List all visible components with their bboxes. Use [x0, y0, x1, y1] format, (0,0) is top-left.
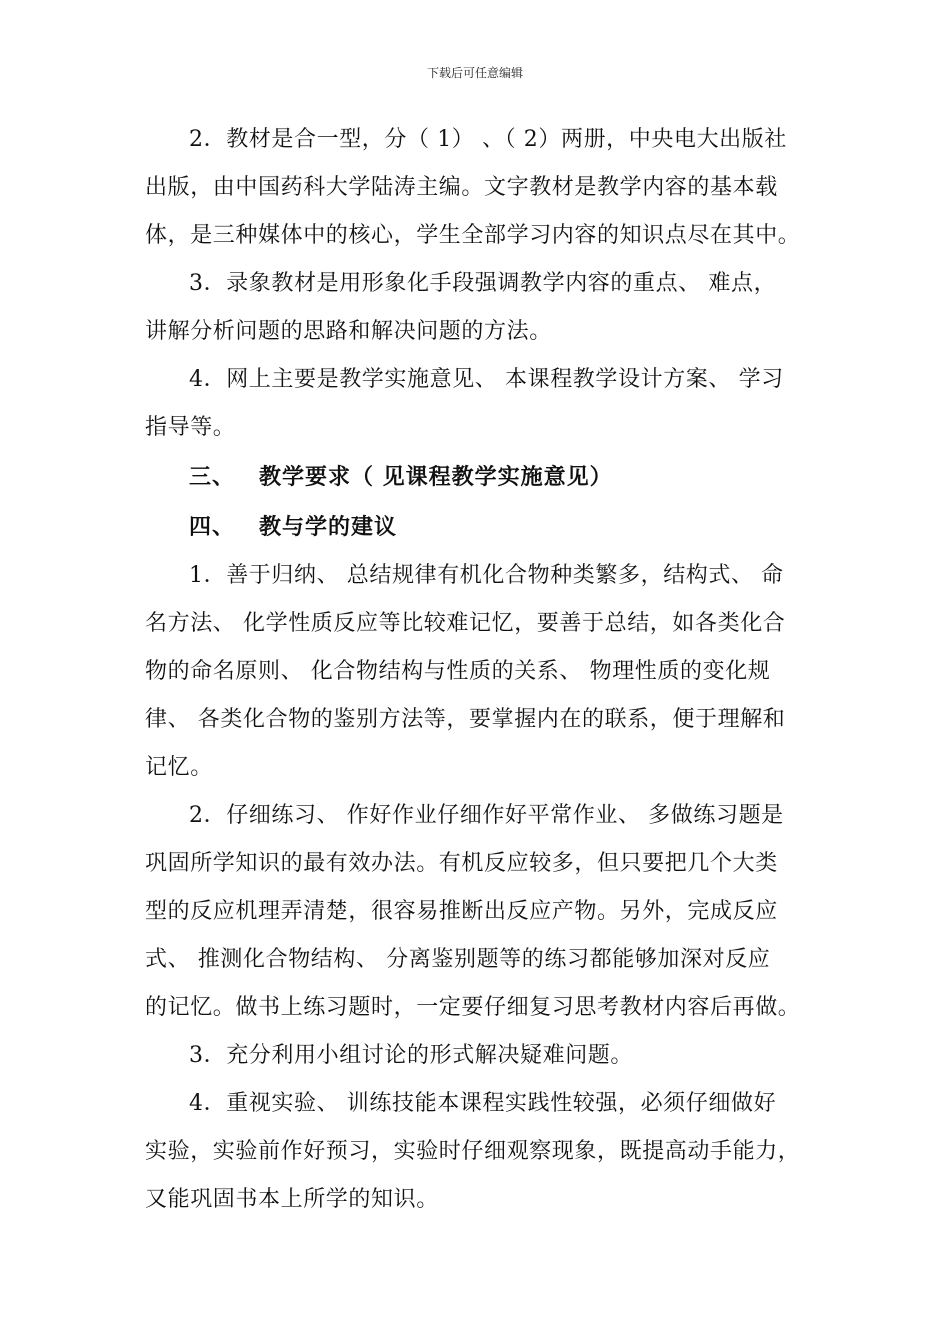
text-line: 4．重视实验、 训练技能本课程实践性较强，必须仔细做好 — [189, 1091, 777, 1116]
text-line: 记忆。 — [145, 755, 213, 780]
text-line: 4．网上主要是教学实施意见、 本课程教学设计方案、 学习 — [189, 367, 784, 392]
text-line: 实验，实验前作好预习，实验时仔细观察现象，既提高动手能力， — [145, 1139, 801, 1164]
text-line: 巩固所学知识的最有效办法。有机反应较多，但只要把几个大类 — [145, 851, 778, 876]
text-line: 出版，由中国药科大学陆涛主编。文字教材是教学内容的基本载 — [145, 175, 778, 200]
paragraph-online — [145, 356, 815, 452]
paragraph-textbook — [145, 116, 815, 260]
text-line: 又能巩固书本上所学的知识。 — [145, 1187, 439, 1212]
text-line: 体，是三种媒体中的核心，学生全部学习内容的知识点尽在其中。 — [145, 223, 801, 248]
paragraph-experiment — [145, 1080, 815, 1224]
text-line: 2．教材是合一型，分（ 1） 、（ 2）两册，中央电大出版社 — [189, 127, 787, 152]
text-line: 律、 各类化合物的鉴别方法等，要掌握内在的联系，便于理解和 — [145, 707, 786, 732]
text-line: 1．善于归纳、 总结规律有机化合物种类繁多，结构式、 命 — [189, 563, 784, 588]
paragraph-video — [145, 260, 815, 356]
text-line: 2．仔细练习、 作好作业仔细作好平常作业、 多做练习题是 — [189, 803, 784, 828]
section-number: 三、 — [189, 464, 236, 490]
document-body — [145, 116, 815, 1224]
paragraph-practice — [145, 792, 815, 1032]
section-title: 教学要求（ 见课程教学实施意见） — [259, 464, 613, 490]
text-line: 讲解分析问题的思路和解决问题的方法。 — [145, 319, 552, 344]
paragraph-discussion — [145, 1032, 815, 1080]
text-line: 的记忆。做书上练习题时，一定要仔细复习思考教材内容后再做。 — [145, 995, 801, 1020]
text-line: 指导等。 — [145, 415, 236, 440]
section-number: 四、 — [189, 514, 236, 540]
text-line: 名方法、 化学性质反应等比较难记忆，要善于总结，如各类化合 — [145, 611, 786, 636]
text-line: 3．录象教材是用形象化手段强调教学内容的重点、 难点， — [189, 271, 777, 296]
text-line: 物的命名原则、 化合物结构与性质的关系、 物理性质的变化规 — [145, 659, 771, 684]
page-header: 下载后可任意编辑 — [426, 66, 523, 80]
text-line: 3．充分利用小组讨论的形式解决疑难问题。 — [189, 1043, 633, 1068]
section-heading-requirements — [145, 452, 815, 502]
section-title: 教与学的建议 — [259, 514, 398, 540]
text-line: 式、 推测化合物结构、 分离鉴别题等的练习都能够加深对反应 — [145, 947, 771, 972]
text-line: 型的反应机理弄清楚，很容易推断出反应产物。另外，完成反应 — [145, 899, 778, 924]
paragraph-summarize — [145, 552, 815, 792]
section-heading-suggestions — [145, 502, 815, 552]
